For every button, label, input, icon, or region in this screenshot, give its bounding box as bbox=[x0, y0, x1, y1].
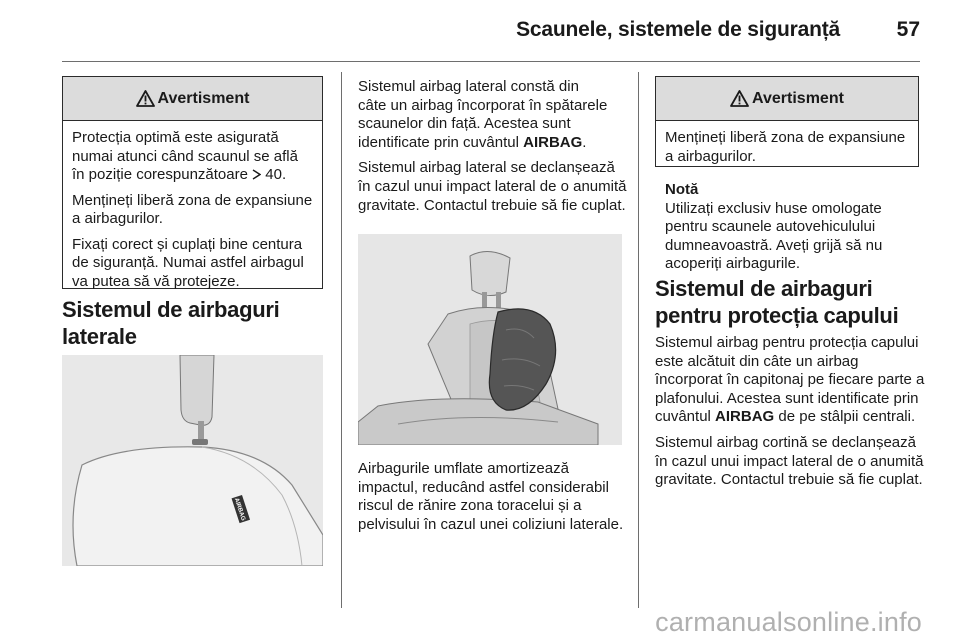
watermark: carmanualsonline.info bbox=[655, 607, 922, 637]
inflated-airbag-illustration bbox=[358, 234, 622, 445]
warning-box-right bbox=[655, 76, 919, 167]
running-title: Scaunele, sistemele de siguranță bbox=[516, 18, 840, 41]
warning-title: Avertisment bbox=[157, 89, 250, 107]
head-airbag-description: Sistemul airbag pentru protecția capului este alcătuit din câte un airbag încorporat în capitonaj pe fiecare parte a plafonului. Acestea sunt identificate prin cuvântul AIRBAG de pe stâlpii centrali. bbox=[655, 334, 925, 426]
airbag-keyword: AIRBAG bbox=[715, 408, 775, 426]
warning-paragraph: Mențineți liberă zona de expansiune a airbagurilor. bbox=[72, 191, 313, 227]
note-block bbox=[665, 181, 920, 281]
header-rule bbox=[62, 61, 920, 62]
warning-triangle-icon bbox=[136, 90, 155, 107]
middle-text-bottom bbox=[358, 460, 628, 541]
airbag-label-text: AIRBAG bbox=[232, 497, 246, 522]
warning-body bbox=[63, 121, 322, 291]
warning-paragraph: Protecția optimă este asigurată numai atunci când scaunul se află în poziție corespunzătoare 40. bbox=[72, 129, 298, 183]
section-heading-side-airbags: Sistemul de airbaguri laterale bbox=[62, 297, 280, 349]
page-number: 57 bbox=[896, 18, 920, 41]
warning-triangle-icon bbox=[730, 90, 749, 107]
right-text-bottom bbox=[655, 334, 925, 497]
reference-page[interactable]: 40. bbox=[265, 166, 287, 183]
warning-box-left bbox=[62, 76, 323, 289]
note-title: Notă bbox=[665, 181, 699, 198]
head-airbag-deployment: Sistemul airbag cortină se declanșează în cazul unui impact lateral de o anumită gravitate. Contactul trebuie să fie cuplat. bbox=[655, 433, 924, 489]
warning-body bbox=[656, 121, 918, 166]
section-heading-head-airbags: Sistemul de airbaguri pentru protecția capului bbox=[655, 276, 899, 328]
warning-header bbox=[656, 77, 918, 121]
note-text: Utilizați exclusiv huse omologate pentru scaunele autovehiculului dumneavoastră. Aveți grijă să nu acoperiți airbagurile. bbox=[665, 199, 883, 273]
airbag-protection-text: Airbagurile umflate amortizează impactul, reducând astfel considerabil riscul de rănire zona toracelui și a pelvisului în cazul unei coliziuni laterale. bbox=[358, 460, 624, 533]
airbag-keyword: AIRBAG bbox=[523, 133, 583, 151]
warning-title: Avertisment bbox=[752, 89, 844, 107]
column-divider-left bbox=[341, 72, 342, 608]
warning-paragraph: Fixați corect și cuplați bine centura de siguranță. Numai astfel airbagul va putea să vă protejeze. bbox=[72, 235, 304, 290]
middle-text-top bbox=[358, 78, 628, 222]
seat-side-airbag-inflated-image bbox=[358, 234, 622, 445]
column-divider-right bbox=[638, 72, 639, 608]
page-reference-icon bbox=[252, 169, 261, 180]
warning-paragraph: Mențineți liberă zona de expansiune a airbagurilor. bbox=[665, 129, 906, 165]
side-airbag-description: Sistemul airbag lateral constă din câte un airbag încorporat în spătarele scaunelor din față. Acestea sunt identificate prin cuvântul AIRBAG. bbox=[358, 78, 608, 151]
running-head bbox=[0, 18, 920, 48]
seat-side-airbag-label-image bbox=[62, 355, 323, 566]
side-airbag-deployment: Sistemul airbag lateral se declanșează în cazul unui impact lateral de o anumită gravitate. Contactul trebuie să fie cuplat. bbox=[358, 159, 627, 214]
seat-illustration bbox=[62, 355, 323, 566]
warning-header bbox=[63, 77, 322, 121]
